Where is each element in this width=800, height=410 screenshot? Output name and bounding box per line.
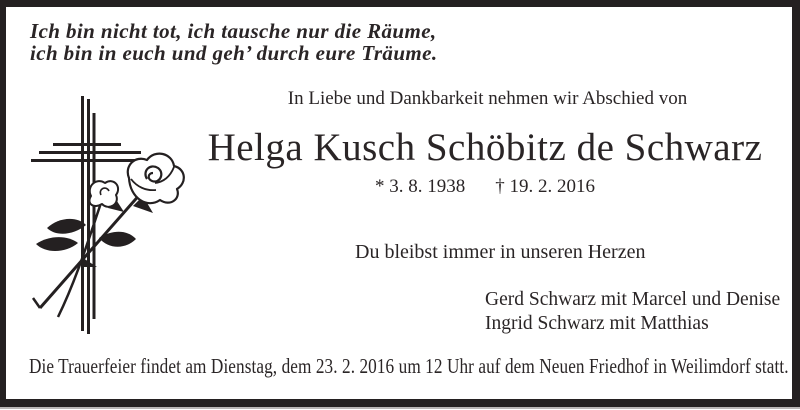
death-date: † 19. 2. 2016	[495, 176, 595, 197]
farewell-line: Du bleibst immer in unseren Herzen	[355, 241, 646, 263]
epitaph-quote	[30, 20, 438, 64]
birth-date: * 3. 8. 1938	[375, 176, 466, 197]
mourners-list	[485, 288, 780, 336]
mourner-line: Ingrid Schwarz mit Matthias	[485, 313, 709, 334]
funeral-info	[29, 354, 800, 379]
funeral-info-text: Die Trauerfeier findet am Dienstag, dem 23. 2. 2016 um 12 Uhr auf dem Neuen Friedhof in Weilimdorf statt.	[29, 354, 789, 378]
intro-line: In Liebe und Dankbarkeit nehmen wir Abschied von	[287, 88, 688, 109]
deceased-name: Helga Kusch Schöbitz de Schwarz	[207, 126, 763, 169]
epitaph-line-2: ich bin in euch und geh’ durch eure Träume.	[30, 41, 438, 65]
mourner-line: Gerd Schwarz mit Marcel und Denise	[485, 289, 781, 310]
life-dates	[190, 176, 780, 198]
epitaph-line-1: Ich bin nicht tot, ich tausche nur die Räume,	[30, 19, 437, 43]
cross-and-roses-icon	[25, 86, 205, 350]
